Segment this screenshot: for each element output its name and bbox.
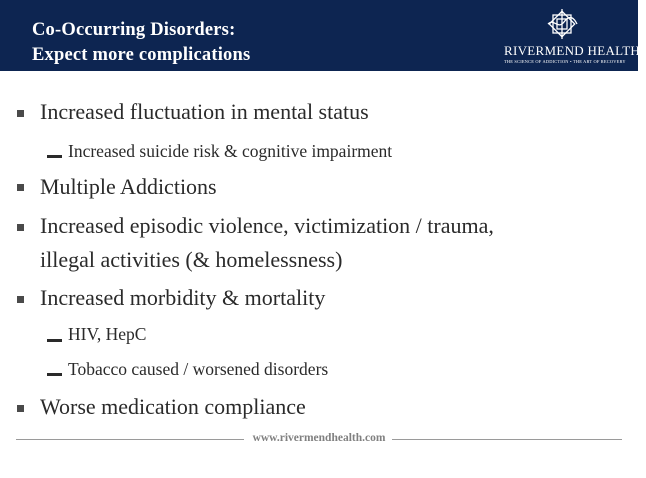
title-line-1: Co-Occurring Disorders: — [32, 20, 236, 40]
bullet-square-icon — [17, 296, 24, 303]
sub-bullet-item: Increased suicide risk & cognitive impairment — [68, 141, 393, 161]
slide-title — [32, 18, 250, 68]
title-line-2: Expect more complications — [32, 45, 251, 65]
dash-bullet-icon — [47, 155, 62, 158]
logo-trademark: ™ — [640, 43, 646, 49]
footer-divider-right — [392, 439, 622, 440]
header-banner — [0, 0, 646, 71]
bullet-item: Increased episodic violence, victimization / trauma, — [40, 213, 494, 238]
bullet-square-icon — [17, 110, 24, 117]
dash-bullet-icon — [47, 373, 62, 376]
logo-tagline: THE SCIENCE OF ADDICTION • THE ART OF RECOVERY — [504, 59, 626, 64]
bullet-item: Increased fluctuation in mental status — [40, 99, 369, 124]
bullet-item: Worse medication compliance — [40, 394, 306, 419]
logo-wordmark — [504, 43, 646, 59]
bullet-item: Increased morbidity & mortality — [40, 285, 326, 310]
sub-bullet-item: Tobacco caused / worsened disorders — [68, 359, 329, 379]
bullet-item-continuation: illegal activities (& homelessness) — [40, 247, 343, 272]
footer-divider-left — [16, 439, 244, 440]
bullet-square-icon — [17, 405, 24, 412]
bullet-square-icon — [17, 224, 24, 231]
bullet-item: Multiple Addictions — [40, 174, 217, 199]
logo-name: RIVERMEND HEALTH — [504, 43, 641, 58]
rivermend-logo-icon — [544, 6, 580, 42]
sub-bullet-item: HIV, HepC — [68, 324, 147, 344]
footer-url: www.rivermendhealth.com — [252, 432, 386, 444]
bullet-square-icon — [17, 184, 24, 191]
dash-bullet-icon — [47, 339, 62, 342]
